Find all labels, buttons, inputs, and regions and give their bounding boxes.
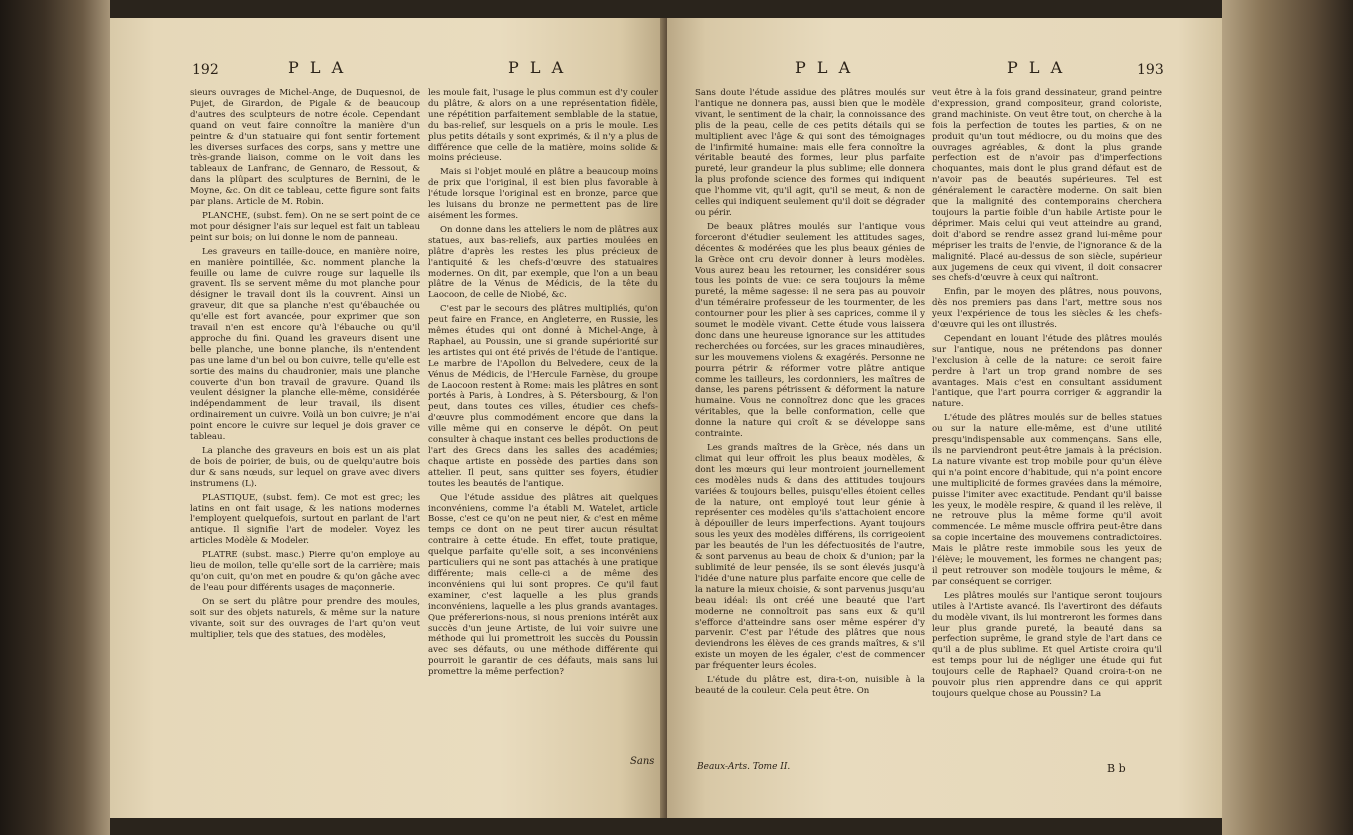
paragraph: Les grands maîtres de la Grèce, nés dans un climat qui leur offroit les plus beaux modèles, & dont les mœurs qui leur montroient journellement ces modèles nuds & dans des attitudes toujours variées & toujours belles, puisqu'elles étoient celles de la nature, ont employé tout leur génie à représenter ces modèles qu'ils s'attachoient encore à dépouiller de leurs imperfections. Ayant toujours sous les yeux des modèles différens, ils corrigeoient par les beautés de l'un les défectuosités de l'autre, & sont parvenus au beau de choix & d'union; par la sublimité de leur pensée, ils se sont élevés jusqu'à l'idée d'une nature plus parfaite encore que celle de la nature la mieux choisie, & sont parvenus jusqu'au beau idéal: ils ont créé une beauté que l'art moderne ne connoîtroit pas sans eux & qu'il s'efforce d'atteindre sans oser même espérer d'y parvenir. C'est par l'étude des plâtres que nous deviendrons les élèves de ces grands maîtres, & s'il existe un moyen de les égaler, c'est de commencer par fréquenter leurs écoles. xyxy=(695,443,925,672)
paragraph: De beaux plâtres moulés sur l'antique vous forceront d'étudier seulement les attitudes sages, décentes & modérées que les plus beaux génies de la Grèce ont cru devoir donner à leurs modèles. Vous aurez beau les retourner, les considérer sous tous les points de vue: ce sera toujours la même pureté, la même sagesse: il ne sera pas au pouvoir d'un téméraire professeur de les tourmenter, de les contourner pour les plier à ses caprices, comme il y soumet le modèle vivant. Cette étude vous laissera donc dans une heureuse ignorance sur les attitudes recherchées ou forcées, sur les graces minaudières, sur les mouvemens violens & exagérés. Personne ne pourra pétrir & réformer votre plâtre antique comme les tailleurs, les cordonniers, les maîtres de danse, les parens pétrissent & déforment la nature humaine. Vous ne connoîtrez donc que les graces véritables, que la belle conformation, celle que donne la nature qui croît & se développe sans contrainte. xyxy=(695,221,925,440)
paragraph: Cependant en louant l'étude des plâtres moulés sur l'antique, nous ne prétendons pas donner l'exclusion à celle de la nature: ce seroit faire perdre à l'art un trop grand nombre de ses avantages. Mais c'est en consultant assidument l'antique, que l'art pourra corriger & aggrandir la nature. xyxy=(932,333,1162,410)
left-page xyxy=(110,18,665,818)
book-edge-left xyxy=(0,0,110,835)
paragraph: Que l'étude assidue des plâtres ait quelques inconvéniens, comme l'a établi M. Watelet, article Bosse, c'est ce qu'on ne peut nier, & c'est en même temps ce dont on ne peut tirer aucun résultat contraire à cette étude. En effet, toute pratique, quelque parfaite qu'elle soit, a ses inconvéniens particuliers qui ne sont pas attachés à une pratique différente; mais celle-ci a de même des inconvéniens qui lui sont propres. Ce qu'il faut examiner, c'est laquelle a les plus grands inconvéniens, laquelle a les plus grands avantages. Que préfererions-nous, si nous prenions intérêt aux succès d'un jeune Artiste, de lui voir suivre une méthode qui lui promettroit les succès du Poussin avec ses défauts, ou une méthode différente qui pourroit le garantir de ces défauts, mais sans lui promettre la même perfection? xyxy=(428,492,658,678)
paragraph: La planche des graveurs en bois est un ais plat de bois de poirier, de buis, ou de quelqu'autre bois dur & sans nœuds, sur lequel on grave avec divers instrumens (L). xyxy=(190,446,420,489)
paragraph: On donne dans les atteliers le nom de plâtres aux statues, aux bas-reliefs, aux parties moulées en plâtre d'après les restes les plus précieux de l'antiquité & les chefs-d'œuvre des statuaires modernes. On dit, par exemple, que l'on a un beau plâtre de la Vénus de Médicis, de la tête du Laocoon, de celle de Niobé, &c. xyxy=(428,224,658,301)
running-head-left-1: P L A xyxy=(288,58,347,77)
paragraph: Sans doute l'étude assidue des plâtres moulés sur l'antique ne donnera pas, aussi bien que le modèle vivant, le sentiment de la chair, la connoissance des plis de la peau, celle de ces petits détails qui se multiplient avec l'âge & qui sont des témoignages de l'infirmité humaine: mais elle fera connoître la véritable beauté des formes, leur plus parfaite pureté, leur grandeur la plus sublime; elle donnera la plus profonde science des formes qui indiquent que l'homme vit, qu'il agit, qu'il se meut, & non de celles qui indiquent seulement qu'il doit se dégrader ou périr. xyxy=(695,88,925,218)
paragraph: Mais si l'objet moulé en plâtre a beaucoup moins de prix que l'original, il est bien plus favorable à l'étude lorsque l'original est en bronze, parce que les luisans du bronze ne permettent pas de lire aisément les formes. xyxy=(428,167,658,221)
paragraph: C'est par le secours des plâtres multipliés, qu'on peut faire en France, en Angleterre, en Russie, les mêmes études qui ont donné à Michel-Ange, à Raphael, au Poussin, une si grande supériorité sur les artistes qui ont été privés de l'étude de l'antique. Le marbre de l'Apollon du Belvedere, ceux de la Vénus de Médicis, de l'Hercule Farnèse, du groupe de Laocoon restent à Rome: mais les plâtres en sont portés à Paris, à Londres, à S. Pétersbourg, & l'on peut, dans toutes ces villes, étudier ces chefs-d'œuvre plus commodément encore que dans la ville même qui en conserve le dépôt. On peut consulter à chaque instant ces belles productions de l'art des Grecs dans les salles des académies; chaque artiste en possède des parties dans son attelier. Il peut, sans quitter ses foyers, étudier toutes les beautés de l'antique. xyxy=(428,304,658,489)
paragraph: On se sert du plâtre pour prendre des moules, soit sur des objets naturels, & même sur la nature vivante, soit sur des ouvrages de l'art qu'on veut multiplier, tels que des statues, des modèles, xyxy=(190,596,420,640)
right-page xyxy=(667,18,1222,818)
page-number-right: 193 xyxy=(1137,62,1164,78)
paragraph: PLASTIQUE, (subst. fem). Ce mot est grec; les latins en ont fait usage, & les nations modernes l'employent quelquefois, surtout en parlant de l'art antique. Il signifie l'art de modeler. Voyez les articles Modèle & Modeler. xyxy=(190,492,420,547)
paragraph: Enfin, par le moyen des plâtres, nous pouvons, dès nos premiers pas dans l'art, mettre sous nos yeux l'expérience de tous les siècles & les chefs-d'œuvre qui les ont illustrés. xyxy=(932,287,1162,331)
signature-mark: B b xyxy=(1107,762,1126,775)
running-head-right-1: P L A xyxy=(795,58,854,77)
book-edge-right xyxy=(1222,0,1353,835)
paragraph: L'étude du plâtre est, dira-t-on, nuisible à la beauté de la couleur. Cela peut être. On xyxy=(695,675,925,696)
right-page-column-2 xyxy=(932,88,1162,703)
paragraph: PLATRE (subst. masc.) Pierre qu'on employe au lieu de moilon, telle qu'elle sort de la carrière; mais qu'on cuit, qu'on met en poudre & qu'on gâche avec de l'eau pour différents usages de maçonnerie. xyxy=(190,550,420,593)
page-number-left: 192 xyxy=(192,62,219,78)
paragraph: PLANCHE, (subst. fem). On ne se sert point de ce mot pour désigner l'ais sur lequel est fait un tableau peint sur bois; on lui donne le nom de panneau. xyxy=(190,210,420,243)
paragraph: veut être à la fois grand dessinateur, grand peintre d'expression, grand compositeur, grand coloriste, grand machiniste. On veut être tout, on cherche à la fois la perfection de toutes les parties, & on ne produit qu'un tout médiocre, ou du moins que des ouvrages agréables, & dont la plus grande perfection est de n'avoir pas d'imperfections choquantes, mais dont le plus grand défaut est de n'avoir pas de beautés supérieures. Tel est généralement le caractère moderne. On sait bien que la malignité des contemporains cherchera toujours la partie foible d'un habile Artiste pour le déprimer. Mais celui qui veut atteindre au grand, doit d'abord se rendre assez grand lui-même pour mépriser les traits de l'envie, de l'ignorance & de la malignité. Placé au-dessus de son siècle, supérieur aux jugemens de ceux qui vivent, il doit consacrer ses chefs-d'œuvre à ceux qui naîtront. xyxy=(932,88,1162,284)
paragraph: Les graveurs en taille-douce, en manière noire, en manière pointillée, &c. nomment planche la feuille ou lame de cuivre rouge sur laquelle ils gravent. Ils se servent même du mot planche pour désigner le travail dont ils la couvrent. Ainsi un graveur, dit que sa planche n'est qu'ébauchée ou qu'elle est fort avancée, pour exprimer que son travail n'en est encore qu'à l'ébauche ou qu'il approche du fini. Quand les graveurs disent une belle planche, une bonne planche, ils n'entendent pas une lame d'un bel ou bon cuivre, telle qu'elle est sortie des mains du chaudronier, mais une planche couverte d'un bon travail de gravure. Quand ils veulent désigner la planche elle-même, considérée indépendamment de leur travail, ils disent ordinairement un cuivre. Voilà un bon cuivre; je n'ai point encore le cuivre sur lequel je dois graver ce tableau. xyxy=(190,246,420,443)
right-page-column-1 xyxy=(695,88,925,700)
paragraph: L'étude des plâtres moulés sur de belles statues ou sur la nature elle-même, est d'une utilité presqu'indispensable aux commençans. Sans elle, ils ne parviendront peut-être jamais à la précision. La nature vivante est trop mobile pour qu'un élève qui n'a point encore d'habitude, qui n'a point encore une multiplicité de formes gravées dans la mémoire, puisse l'imiter avec exactitude. Pendant qu'il baisse les yeux, le modèle respire, & quand il les relève, il ne retrouve plus la même forme qu'il avoit commencée. Le même muscle offrira peut-être dans sa copie incertaine des mouvemens contradictoires. Mais le plâtre reste immobile sous les yeux de l'élève; le mouvement, les formes ne changent pas; il peut retrouver son modèle toujours le même, & par conséquent se corriger. xyxy=(932,413,1162,587)
left-page-column-2 xyxy=(428,88,658,681)
paragraph: Les plâtres moulés sur l'antique seront toujours utiles à l'Artiste avancé. Ils l'avertiront des défauts du modèle vivant, ils lui montreront les formes dans leur plus grande pureté, la beauté dans sa perfection suprême, le grand style de l'art dans ce qu'il a de plus sublime. Et quel Artiste croira qu'il est temps pour lui de négliger une étude qui fut toujours celle de Raphael? Quand croira-t-on ne pouvoir plus rien apprendre dans ce qui apprit toujours quelque chose au Poussin? La xyxy=(932,590,1162,699)
paragraph: sieurs ouvrages de Michel-Ange, de Duquesnoi, de Pujet, de Girardon, de Pigale & de beaucoup d'autres des sculpteurs de notre école. Cependant quand on veut faire connoître la manière d'un peintre & d'un statuaire qui font sentir fortement les diverses surfaces des corps, sans y mettre une très-grande liaison, comme on le voit dans les tableaux de Lanfranc, de Gennaro, de Ressout, & dans la plûpart des sculptures de Bernini, de le Moyne, &c. On dit ce tableau, cette figure sont faits par plans. Article de M. Robin. xyxy=(190,88,420,208)
left-page-column-1 xyxy=(190,88,420,643)
running-head-left-2: P L A xyxy=(508,58,567,77)
catchword: Sans xyxy=(630,756,655,767)
running-head-right-2: P L A xyxy=(1007,58,1066,77)
volume-footer: Beaux-Arts. Tome II. xyxy=(697,762,791,772)
paragraph: les moule fait, l'usage le plus commun est d'y couler du plâtre, & alors on a une représentation fidèle, une répétition parfaitement semblable de la statue, du bas-relief, sur lesquels on a pris le moule. Les plus petits détails y sont exprimés, & il n'y a plus de différence que celle de la matière, moins solide & moins précieuse. xyxy=(428,88,658,164)
